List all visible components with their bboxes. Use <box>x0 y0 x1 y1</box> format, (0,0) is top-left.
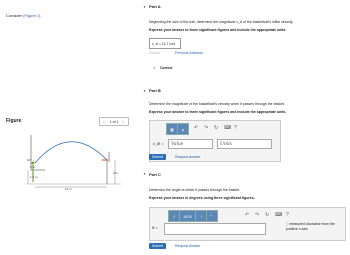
partA-title: Part A <box>149 4 161 9</box>
partC-title: Part C <box>149 172 161 177</box>
pager-count: 1 of 1 <box>109 119 119 124</box>
greek-symbols-button[interactable]: ΑΣΦ <box>179 210 196 222</box>
partC-label: θ = <box>152 225 158 230</box>
partA-answer-label: v_A = <box>152 41 161 46</box>
partC-reset-icon[interactable]: ↻ <box>265 212 270 218</box>
basketball-figure <box>25 130 125 190</box>
reset-icon[interactable]: ↻ <box>214 125 219 131</box>
partC-instruction: Express your answer in degrees using three significant figures. <box>149 196 255 200</box>
partC-help-icon[interactable]: ? <box>286 212 289 218</box>
partC-answer-panel <box>149 207 346 241</box>
collapse-partB-icon[interactable]: ▼ <box>143 89 146 93</box>
consider-label: Consider <box>6 13 23 18</box>
partC-angle-input[interactable] <box>164 223 266 235</box>
partB-submit-button[interactable]: Submit <box>149 154 166 160</box>
partB-label: v_B = <box>153 141 164 146</box>
vec-icon[interactable] <box>206 210 218 222</box>
partC-keyboard-icon[interactable]: ⌨ <box>275 212 283 218</box>
collapse-partC-icon[interactable]: ▼ <box>143 172 146 176</box>
partB-request-answer-link[interactable]: Request Answer <box>175 155 201 159</box>
partB-answer-panel <box>149 120 281 162</box>
figure-pager <box>99 117 129 126</box>
partC-undo-icon[interactable]: ↶ <box>245 212 250 218</box>
partB-units-input[interactable]: Units <box>217 139 272 149</box>
partB-toolbar <box>166 123 188 133</box>
distance-label: 10 m <box>65 187 72 190</box>
prev-figure-icon[interactable]: < <box>103 119 105 124</box>
partB-question: Determine the magnitude of the basketball's velocity when it passes through the basket. <box>149 102 285 106</box>
partB-value-input[interactable]: Value <box>168 139 213 149</box>
partA-answer-value: 11.7 m/s <box>161 41 176 46</box>
release-height-label: 1.2 m <box>30 175 38 179</box>
partC-question: Determine the angle at which it passes through the basket. <box>149 188 241 192</box>
partB-instruction: Express your answer to three significant figures and include the appropriate units. <box>149 110 287 114</box>
partA-instruction: Express your answer to three significant figures and include the appropriate units. <box>149 28 287 32</box>
partB-title: Part B <box>149 88 161 93</box>
vector-icon[interactable]: ↑ <box>195 210 207 222</box>
template-icon[interactable]: ▦ <box>166 123 178 135</box>
figure-heading: Figure <box>6 118 22 124</box>
redo-icon[interactable]: ↷ <box>204 125 209 131</box>
next-figure-icon[interactable]: > <box>122 119 125 124</box>
partA-answer-box <box>149 38 181 49</box>
angle-label: 10° <box>27 158 32 162</box>
consider-text <box>6 13 40 18</box>
collapse-partA-icon[interactable]: ▼ <box>143 5 146 9</box>
undo-icon[interactable]: ↶ <box>194 125 199 131</box>
previous-answers-link[interactable]: Previous Answers <box>175 51 203 55</box>
check-icon: ✔ <box>153 66 156 70</box>
partA-correct: Correct <box>160 66 173 70</box>
partA-submit-button[interactable]: Submit <box>149 51 160 55</box>
basket-height-label: 3 m <box>113 171 119 175</box>
keyboard-icon[interactable]: ⌨ <box>224 125 232 131</box>
figure-link[interactable]: (Figure 1) <box>23 13 41 18</box>
partA-question: Neglecting the size of the ball, determine the magnitude v_A of the basketball's initial velocity. <box>149 20 294 24</box>
partC-request-answer-link[interactable]: Request Answer <box>175 244 201 248</box>
help-icon[interactable]: ? <box>234 125 237 131</box>
partC-redo-icon[interactable]: ↷ <box>255 212 260 218</box>
partC-toolbar <box>168 210 218 220</box>
sqrt-icon[interactable]: √ <box>168 210 180 222</box>
mu-icon[interactable]: μ <box>177 123 189 135</box>
release-height-label-2: 3 m <box>30 165 36 169</box>
partC-hint: °, measured clockwise from the positive x axis <box>286 222 335 231</box>
partC-submit-button[interactable]: Submit <box>149 243 166 249</box>
